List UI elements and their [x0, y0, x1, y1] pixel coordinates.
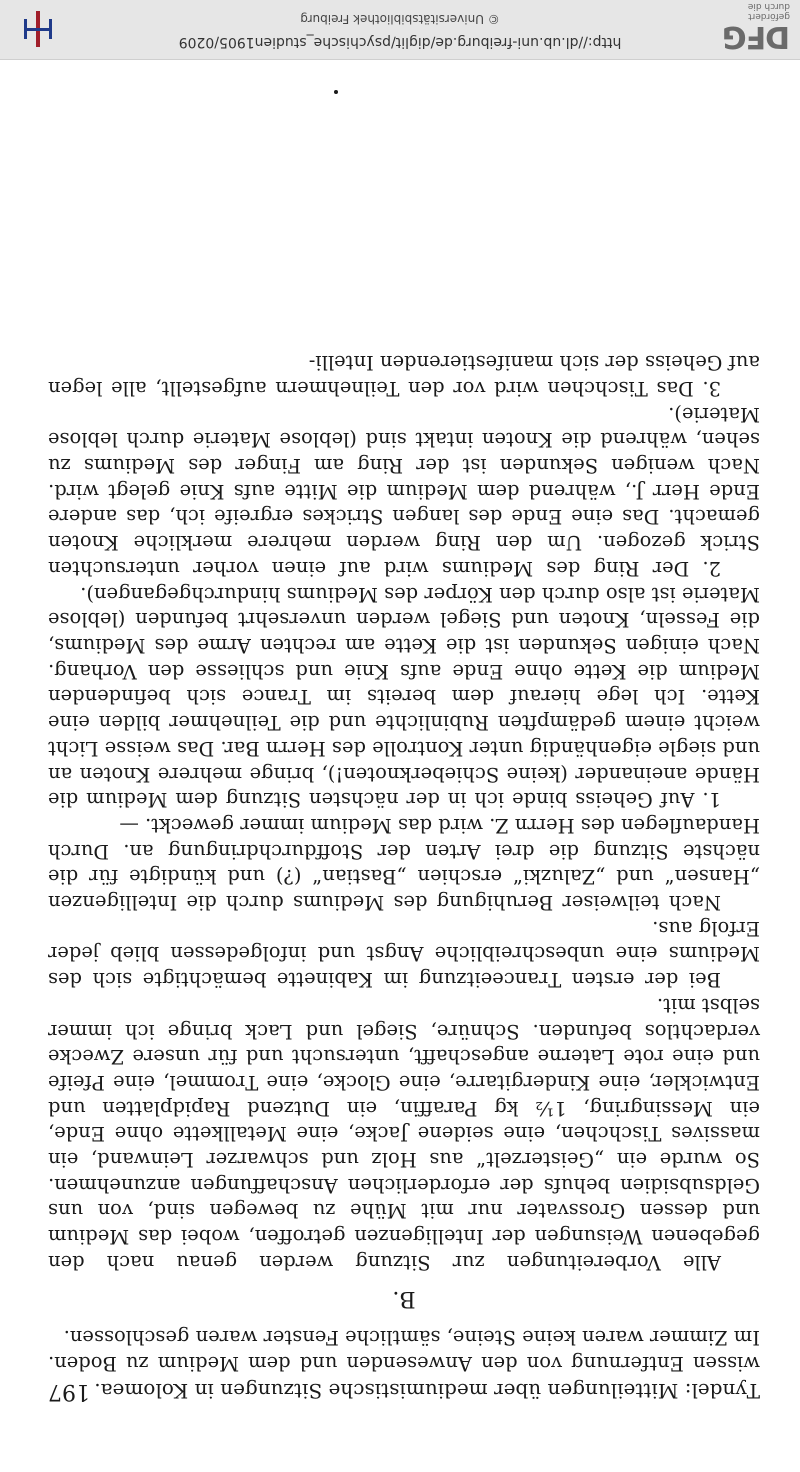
page-body — [48, 350, 760, 1376]
dfg-mark: DFG — [722, 19, 790, 54]
page-number: 197 — [48, 1379, 90, 1404]
ink-dot — [334, 90, 338, 94]
paragraph: 1. Auf Geheiss binde ich in der nächsten Sitzung dem Medium die Hände aneinander (keine Schieberknoten!), bringe mehrere Knoten an und siegle eigenhändig unter Kontrolle des Herrn Bar. Das weisse Licht weicht einem gedämpften Rubinlichte und die Teilnehmer bilden eine Kette. Ich lege hierauf dem bereits im Trance sich befindenden Medium die Kette ohne Ende aufs Knie und schliesse den Vorhang. Nach einigen Sekunden ist die Kette am rechten Arme des Mediums, die Fesseln, Knoten und Siegel werden unversehrt befunden (leblose Materie ist also durch den Körper des Mediums hindurchgegangen). — [48, 582, 760, 812]
paragraph: 2. Der Ring des Mediums wird auf einen vorher untersuchten Strick gezogen. Um den Ring werden mehrere merkliche Knoten gemacht. Das eine Ende des langen Strickes ergreife ich, das andere Ende Herr J., während dem Medium die Mitte aufs Knie gelegt wird. Nach wenigen Sekunden ist der Ring am Finger des Mediums zu sehen, während die Knoten intakt sind (leblose Materie durch leblose Materie). — [48, 402, 760, 580]
paragraph: wissen Entfernung von den Anwesenden und dem Medium zu Boden. Im Zimmer waren keine Steine, sämtliche Fenster waren geschlossen. — [48, 1326, 760, 1375]
running-header — [48, 1376, 760, 1406]
copyright-text: © Universitätsbibliothek Freiburg — [300, 12, 500, 26]
paragraph: Nach teilweiser Beruhigung des Mediums durch die Intelligenzen „Hansen“ und „Zaluzki“ erschien „Bastian“ (?) und kündigte für die nächste Sitzung die drei Arten der Stoffdurchdringung an. Durch Handauflegen des Herrn Z. wird das Medium immer geweckt. — — [48, 813, 760, 915]
source-url-link[interactable]: http://dl.ub.uni-freiburg.de/diglit/psychische_studien1905/0209 — [178, 34, 622, 50]
paragraph: 3. Das Tischchen wird vor den Teilnehmern aufgestellt, alle legen auf Geheiss der sich manifestierenden Intelli- — [48, 351, 760, 400]
university-library-logo-icon — [18, 11, 58, 47]
dfg-subtitle: gefördert durch die — [747, 1, 790, 21]
paragraph: Alle Vorbereitungen zur Sitzung werden genau nach den gegebenen Weisungen der Intelligenzen getroffen, wobei das Medium und dessen Grossvater nur mit Mühe zu bewegen sind, von uns Geldsubsidien behufs der erforderlichen Anschaffungen anzunehmen. So wurde ein „Geisterzelt“ aus Holz und schwarzer Leinwand, ein massives Tischchen, eine seidene Jacke, eine Metallkette ohne Ende, ein Messingring, 1½ kg Paraffin, ein Dutzend Rapidplatten und Entwickler, eine Kindergitarre, eine Glocke, eine Trommel, eine Pfeife und eine rote Laterne angeschafft, untersucht und für unsere Zwecke verdachtlos befunden. Schnüre, Siegel und Lack bringe ich immer selbst mit. — [48, 993, 760, 1274]
running-title: Tyndel: Mitteilungen über mediumistische Sitzungen in Kolomea. — [94, 1379, 760, 1403]
paragraph: Bei der ersten Tranceeitzung im Kabinette bemächtigte sich des Mediums eine unbeschreibliche Angst und infolgedessen blieb jeder Erfolg aus. — [48, 916, 760, 992]
section-heading: B. — [392, 1285, 416, 1311]
footer-banner — [0, 0, 800, 60]
